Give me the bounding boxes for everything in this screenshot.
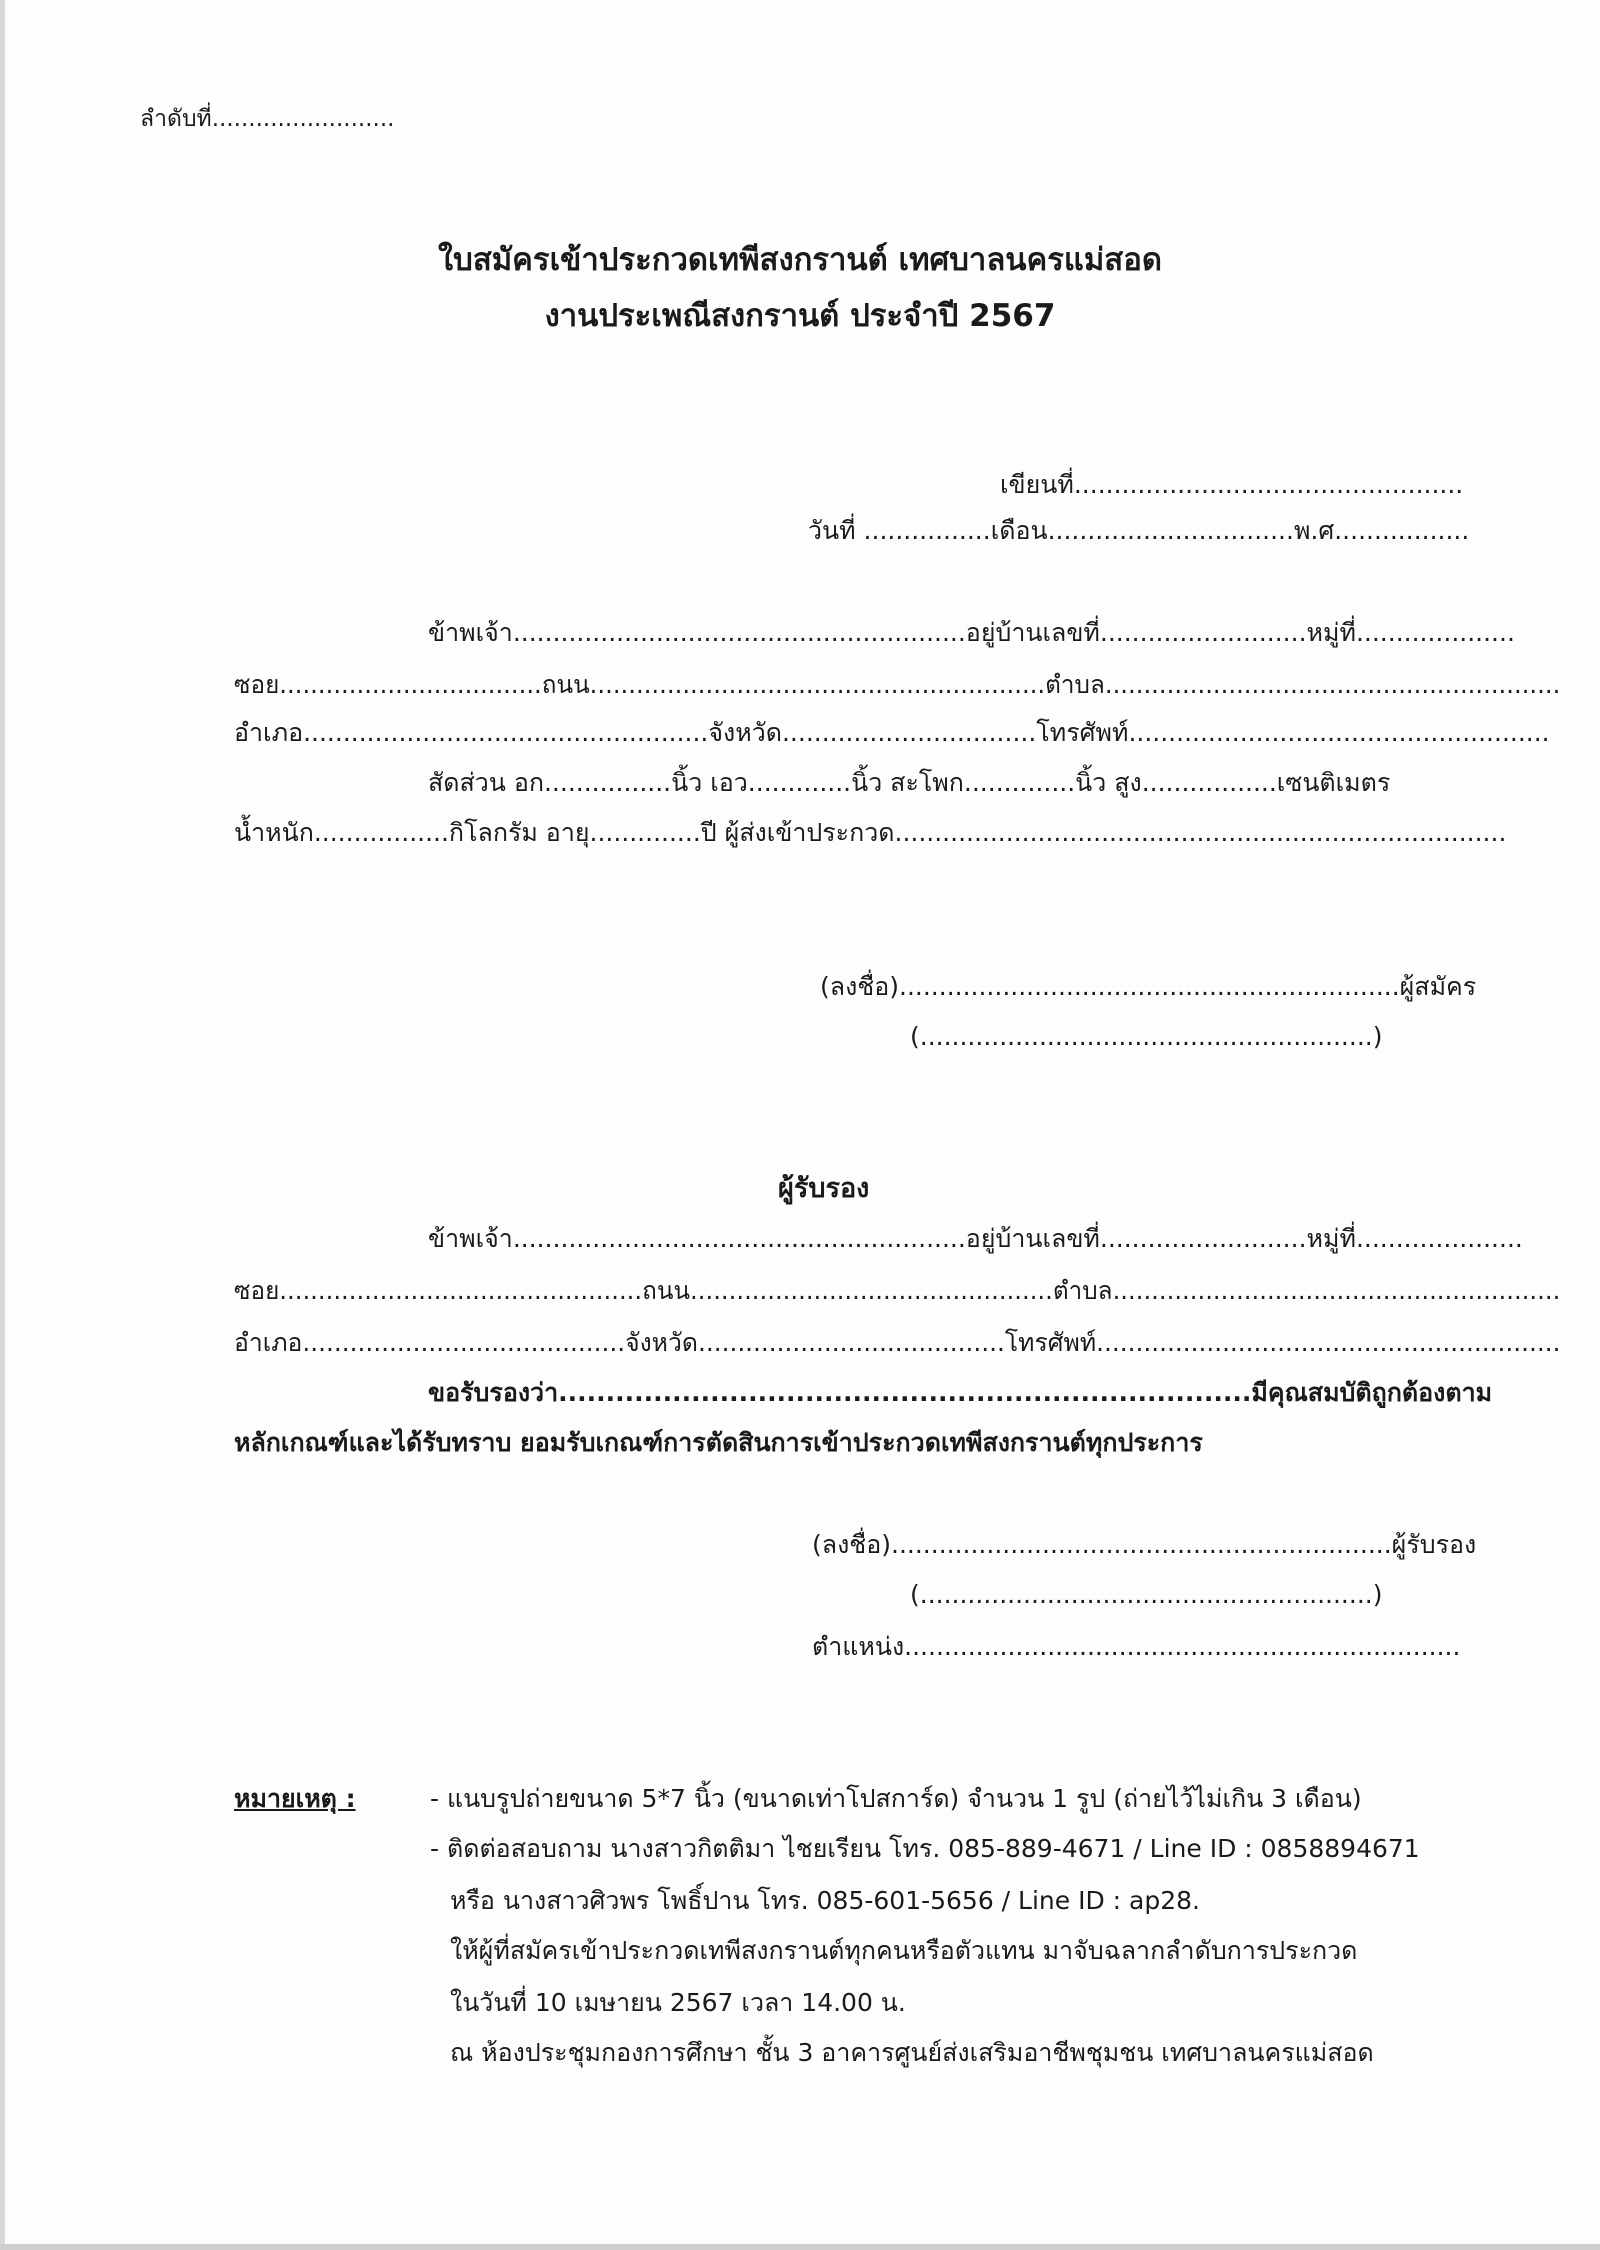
applicant-signature-line[interactable]: (ลงชื่อ)...............................................................ผู้สมัคร: [820, 972, 1477, 1001]
written-at-field[interactable]: เขียนที่.................................................: [1000, 470, 1464, 499]
scan-edge-bottom: [0, 2244, 1600, 2250]
applicant-measurements-line[interactable]: สัดส่วน อก................นิ้ว เอว.............นิ้ว สะโพก..............นิ้ว สูง.................เซนติเมตร: [428, 768, 1391, 797]
guarantor-signature-line[interactable]: (ลงชื่อ)...............................................................ผู้รับรอง: [812, 1530, 1477, 1559]
guarantor-name-address-line[interactable]: ข้าพเจ้า.........................................................อยู่บ้านเลขที่..........................หมู่ที่.....................: [428, 1224, 1523, 1253]
guarantor-position-line[interactable]: ตำแหน่ง......................................................................: [812, 1632, 1461, 1661]
guarantor-certify-continuation: หลักเกณฑ์และได้รับทราบ ยอมรับเกณฑ์การตัดสินการเข้าประกวดเทพีสงกรานต์ทุกประการ: [234, 1428, 1203, 1457]
form-title-line1: ใบสมัครเข้าประกวดเทพีสงกรานต์ เทศบาลนครแม่สอด: [438, 242, 1162, 278]
applicant-district-province-line[interactable]: อำเภอ...................................................จังหวัด................................โทรศัพท์.....................................................: [234, 718, 1550, 747]
guarantor-heading: ผู้รับรอง: [778, 1173, 870, 1204]
applicant-soi-road-line[interactable]: ซอย..................................ถนน...........................................................ตำบล...........................................................: [234, 670, 1561, 699]
note-date-time: ในวันที่ 10 เมษายน 2567 เวลา 14.00 น.: [450, 1988, 906, 2017]
note-contact-2: หรือ นางสาวศิวพร โพธิ์ปาน โทร. 085-601-5656 / Line ID : ap28.: [450, 1886, 1200, 1915]
applicant-name-address-line[interactable]: ข้าพเจ้า.........................................................อยู่บ้านเลขที่..........................หมู่ที่....................: [428, 618, 1515, 647]
applicant-weight-age-line[interactable]: น้ำหนัก.................กิโลกรัม อายุ..............ปี ผู้ส่งเข้าประกวด.............................................................................: [234, 818, 1507, 847]
note-contact-1: - ติดต่อสอบถาม นางสาวกิตติมา ไชยเรียน โทร. 085-889-4671 / Line ID : 0858894671: [430, 1834, 1420, 1863]
note-draw-lots: ให้ผู้ที่สมัครเข้าประกวดเทพีสงกรานต์ทุกคนหรือตัวแทน มาจับฉลากลำดับการประกวด: [450, 1936, 1358, 1965]
date-field[interactable]: วันที่ ................เดือน...............................พ.ศ.................: [808, 516, 1470, 545]
guarantor-certify-line[interactable]: ขอรับรองว่า.........................................................................มีคุณสมบัติถูกต้องตาม: [428, 1378, 1493, 1407]
applicant-printed-name[interactable]: (.........................................................): [910, 1022, 1383, 1051]
guarantor-district-province-line[interactable]: อำเภอ.........................................จังหวัด.......................................โทรศัพท์...........................................................: [234, 1328, 1561, 1357]
notes-label: หมายเหตุ :: [234, 1784, 356, 1813]
note-location: ณ ห้องประชุมกองการศึกษา ชั้น 3 อาคารศูนย์ส่งเสริมอาชีพชุมชน เทศบาลนครแม่สอด: [450, 2038, 1374, 2067]
guarantor-soi-road-line[interactable]: ซอย...............................................ถนน...............................................ตำบล..........................................................: [234, 1276, 1561, 1305]
serial-number-field[interactable]: ลำดับที่.........................: [140, 106, 395, 132]
note-photo: - แนบรูปถ่ายขนาด 5*7 นิ้ว (ขนาดเท่าโปสการ์ด) จำนวน 1 รูป (ถ่ายไว้ไม่เกิน 3 เดือน): [430, 1784, 1362, 1813]
guarantor-printed-name[interactable]: (.........................................................): [910, 1580, 1383, 1609]
form-title-line2: งานประเพณีสงกรานต์ ประจำปี 2567: [544, 298, 1056, 334]
